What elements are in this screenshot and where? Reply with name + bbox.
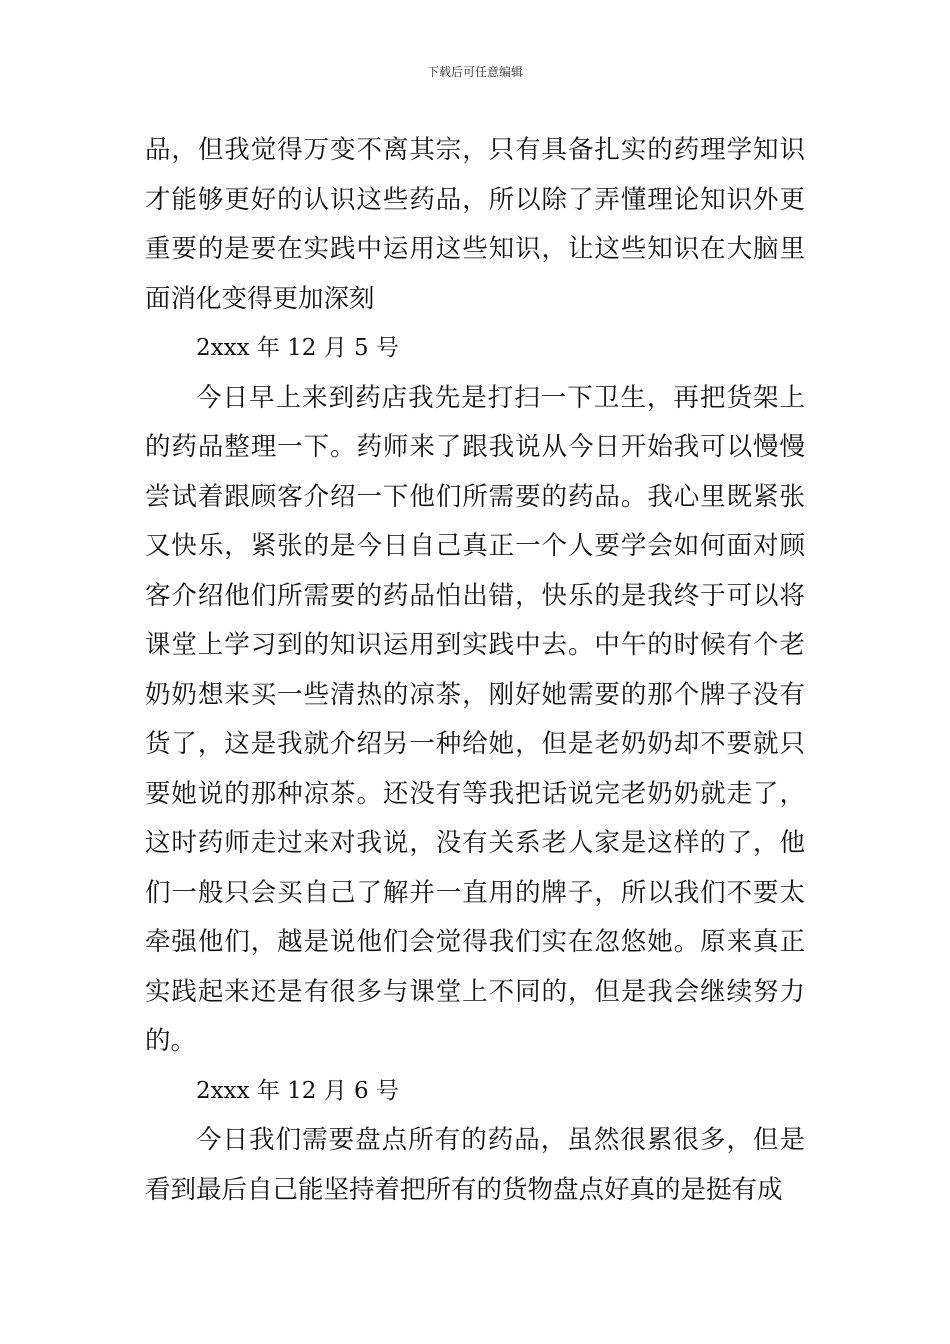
date-heading-dec-6: 2xxx 年 12 月 6 号 [196,1077,400,1104]
document-body [145,126,805,1215]
paragraph-continued: 品，但我觉得万变不离其宗，只有具备扎实的药理学知识才能够更好的认识这些药品，所以除了弄懂理论知识外更重要的是要在实践中运用这些知识，让这些知识在大脑里面消化变得更加深刻 [145,135,805,314]
paragraph-dec-5: 今日早上来到药店我先是打扫一下卫生，再把货架上的药品整理一下。药师来了跟我说从今日开始我可以慢慢尝试着跟顾客介绍一下他们所需要的药品。我心里既紧张又快乐，紧张的是今日自己真正一个人要学会如何面对顾客介绍他们所需要的药品怕出错，快乐的是我终于可以将课堂上学习到的知识运用到实践中去。中午的时候有个老奶奶想来买一些清热的凉茶，刚好她需要的那个牌子没有货了，这是我就介绍另一种给她，但是老奶奶却不要就只要她说的那种凉茶。还没有等我把话说完老奶奶就走了，这时药师走过来对我说，没有关系老人家是这样的了，他们一般只会买自己了解并一直用的牌子，所以我们不要太牵强他们，越是说他们会觉得我们实在忽悠她。原来真正实践起来还是有很多与课堂上不同的，但是我会继续努力的。 [145,382,805,1056]
date-heading-dec-5: 2xxx 年 12 月 5 号 [196,335,400,361]
page-header: 下载后可任意编辑 [426,65,523,79]
paragraph-dec-6: 今日我们需要盘点所有的药品，虽然很累很多，但是看到最后自己能坚持着把所有的货物盘点好真的是挺有成 [145,1125,805,1205]
